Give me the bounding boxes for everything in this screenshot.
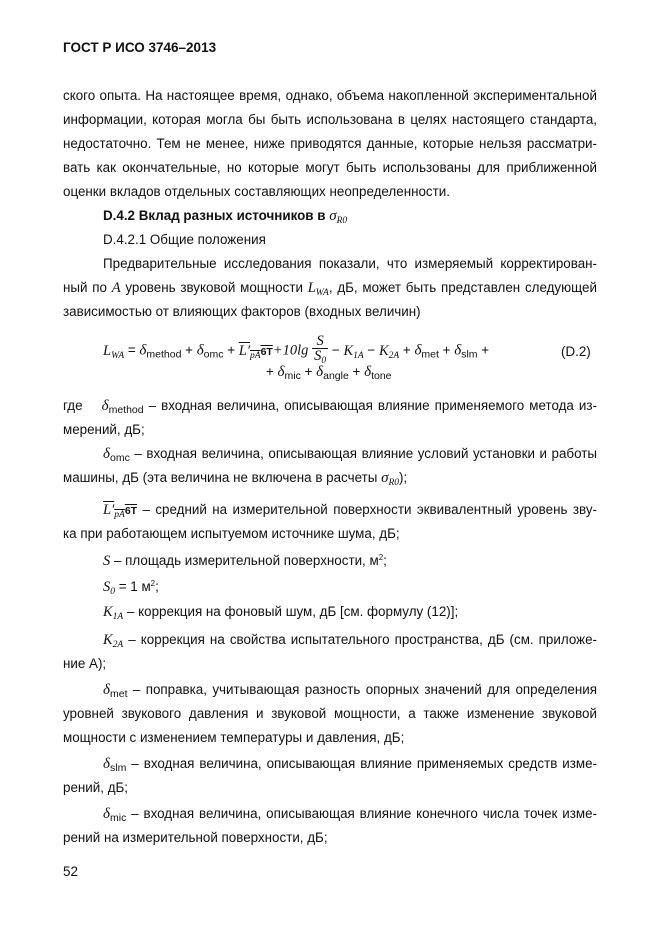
- def-omc-line-2: машины, дБ (эта величина не включена в расчеты $\sigma_{R0}$);: [63, 470, 408, 488]
- intro-line-2: информации, которая могла бы быть использована в целях настоящего стандарта,: [63, 112, 597, 127]
- subsection-heading: D.4.2.1 Общие положения: [103, 232, 266, 247]
- equation-number: (D.2): [561, 344, 591, 359]
- prelim-line-3: зависимостью от влияющих факторов (входных величин): [63, 304, 421, 319]
- prelim-line-1: Предварительные исследования показали, что измеряемый корректирован-: [103, 256, 597, 271]
- def-s-line: S – площадь измерительной поверхности, $м^2$;: [103, 553, 387, 569]
- def-met-line-3: мощности с изменением температуры и давления, дБ;: [63, 730, 405, 745]
- def-k1-line: $K_{1A}$ – коррекция на фоновый шум, дБ [см. формулу (12)];: [103, 604, 459, 622]
- def-k2-line-1: $K_{2A}$ – коррекция на свойства испытательного пространства, дБ (см. приложе-: [103, 632, 597, 650]
- intro-line-3: недостаточно. Тем не менее, ниже приводятся данные, которые нельзя рассматри-: [63, 136, 597, 151]
- intro-line-5: оценки вкладов отдельных составляющих неопределенности.: [63, 184, 450, 199]
- def-method-line-2: мерений, дБ;: [63, 422, 145, 437]
- def-omc-line-1: $\delta_{omc}$ – входная величина, описывающая влияние условий установки и работы: [103, 446, 597, 464]
- area-ratio-fraction: $\frac{S}{S_0}$: [314, 333, 327, 366]
- intro-line-1: ского опыта. На настоящее время, однако, объема накопленной экспериментальной: [63, 88, 597, 103]
- def-s0-line: $S_0 = 1$ $м^2$;: [103, 579, 159, 597]
- def-met-line-1: $\delta_{met}$ – поправка, учитывающая разность опорных значений для определения: [103, 682, 597, 700]
- lwa-symbol: $L_{WA}$: [307, 280, 329, 298]
- a-weighting-symbol: A: [111, 280, 121, 296]
- section-heading-text: D.4.2 Вклад разных источников в: [103, 208, 326, 223]
- def-slm-line-2: рений, дБ;: [63, 780, 129, 795]
- prelim-line-2: ный по A уровень звуковой мощности $L_{WA}$, дБ, может быть представлен следующей: [63, 280, 597, 298]
- equation-line-2: + $\delta_{mic} + \delta_{angle} + \delta_{tone}$: [266, 364, 392, 382]
- mean-spl-symbol: $L'_{pA}6T$: [238, 342, 273, 361]
- def-mic-line-1: $\delta_{mic}$ – входная величина, описывающая влияние конечного числа точек изме-: [103, 806, 597, 824]
- section-heading: [103, 208, 597, 229]
- sigma-symbol: $\sigma_{R0}$: [329, 208, 348, 226]
- page-number: 52: [63, 864, 79, 879]
- def-mic-line-2: рений на измерительной поверхности, дБ;: [63, 830, 328, 845]
- def-met-line-2: уровней звукового давления и звуковой мощности, а также изменение звуковой: [63, 706, 597, 721]
- def-lp-line-2: ка при работающем испытуемом источнике шума, дБ;: [63, 526, 400, 541]
- document-header: ГОСТ Р ИСО 3746–2013: [63, 40, 217, 55]
- def-slm-line-1: $\delta_{slm}$ – входная величина, описывающая влияние применяемых средств изме-: [103, 756, 597, 774]
- equation-line-1: $L_{WA} = \delta_{method} + \delta_{omc} + L'_{pA}6T+10\lg$ $\frac{S}{S_0}$ − $K_{1A} - K_{2A} + \delta_{met} + \delta_{slm}$ +: [103, 333, 490, 366]
- def-k2-line-2: ние А);: [63, 656, 107, 671]
- intro-line-4: вать как окончательные, но которые могут быть использованы для приближенной: [63, 160, 597, 175]
- def-method-line-1: где $\delta_{method}$ – входная величина, описывающая влияние применяемого метода из-: [63, 398, 597, 416]
- def-lp-line-1: $L'_{pA}6T$ – средний на измерительной поверхности эквивалентный уровень зву-: [103, 502, 597, 520]
